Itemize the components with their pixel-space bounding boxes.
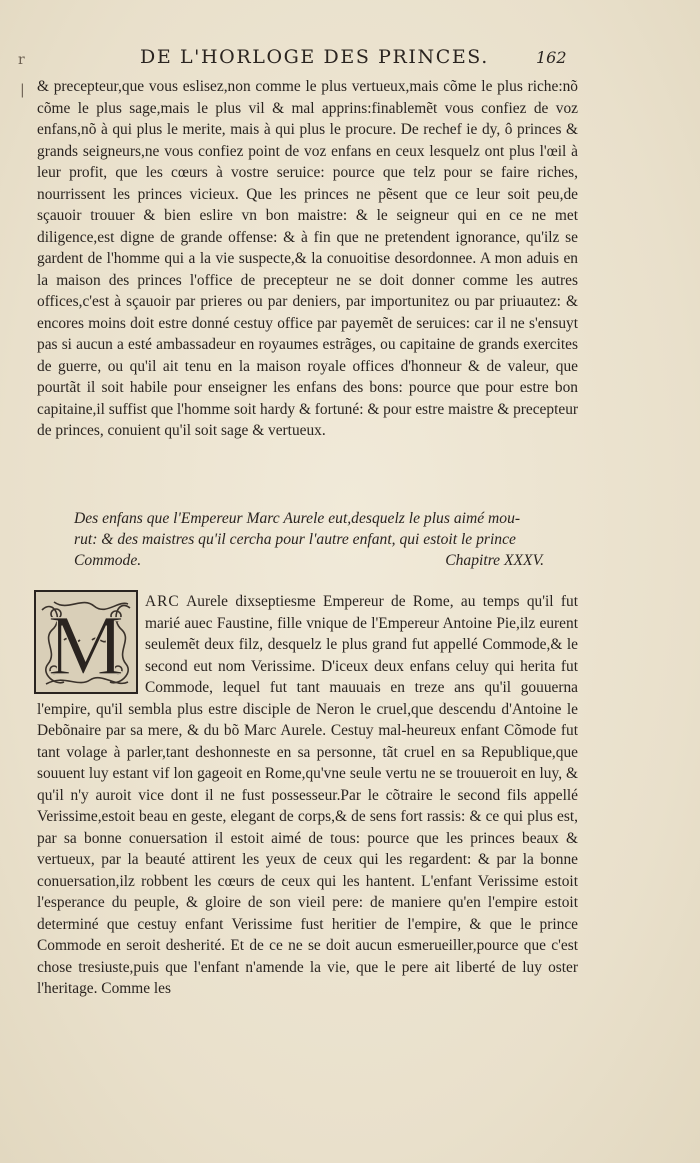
chapter-heading-subject: Commode.	[74, 552, 142, 569]
paragraph-2-body: Aurele dixseptiesme Empereur de Rome, au temps qu'il fut marié auec Faustine, fille vnique de l'Empereur Antoine Pie,ilz eurent seulemẽt deux filz, desquelz le plus grand fut appellé Commode,& le second eut nom Verissime. D'iceux deux enfans celuy qui herita fut Commode, lequel fut tant mauuais en treze ans qu'il gouuerna l'empire, qu'il sembla plus estre disciple de Neron le cruel,que descendu d'Antoine le Debõnaire par sa mere, & du bõ Marc Aurele. Cestuy mal-heureux enfant Cõmode fut tant volage à parler,tant deshonneste en sa personne, tãt cruel en sa Republique,que souuent luy estant vif lon gageoit en Rome,qu'vne seule vertu ne se trouueroit en luy, & qu'il n'y auroit vice dont il ne fust possesseur.Par le cõtraire le second fils appellé Verissime,estoit beau en geste, elegant de corps,& de sens fort rassis: & ce qui plus est, par sa bonne conuersation il estoit aimé de tous: pource que les princes beaux & vertueux, par la beauté attirent les yeux de ceux qui les regardent: & par la bonne conuersation,ilz robbent les cœurs de ceux qui les hantent. L'enfant Verissime estoit l'esperance du peuple, & gloire de son vieil pere: de maniere qu'en l'empire estoit determiné que cestuy enfant Verissime fust heritier de l'empire, & que le prince Commode en seroit desherité. Et de ce ne se doit aucun esmerueiller,pource que c'est chose tresiuste,puis que l'enfant n'amende la vie, que le pere ait liberté de luy oster l'heritage. Comme les	[37, 593, 578, 997]
chapter-number: Chapitre XXXV.	[445, 552, 544, 569]
margin-bracket: |	[20, 82, 25, 98]
small-caps-opening: ARC	[145, 593, 180, 610]
initial-letter: M	[47, 597, 125, 693]
chapter-heading-line-3	[74, 550, 544, 571]
chapter-heading	[74, 508, 544, 571]
margin-mark: r	[18, 52, 25, 68]
paragraph-2	[37, 591, 578, 1000]
chapter-heading-line-2: rut: & des maistres qu'il cercha pour l'autre enfant, qui estoit le prince	[74, 531, 516, 548]
initial-spacer	[37, 591, 141, 695]
running-head: DE L'HORLOGE DES PRINCES.	[140, 46, 489, 68]
chapter-heading-line-1: Des enfans que l'Empereur Marc Aurele eut,desquelz le plus aimé mou-	[74, 510, 521, 527]
paragraph-1: & precepteur,que vous eslisez,non comme le plus vertueux,mais cõme le plus riche:nõ cõme le plus sage,mais le plus vil & mal apprins:finablemẽt vous confiez de voz enfans,nõ à qui plus le merite, mais à qui plus le procure. De rechef ie dy, ô princes & grands seigneurs,ne vous confiez point de voz enfans en ceux lesquelz ont plus l'œil à leur profit, que les cœurs à vostre seruice: pource que telz pour se faire riches, nourrissent les princes vicieux. Que les princes ne pẽsent que ce leur soit peu,de sçauoir trouuer & bien eslire vn bon maistre: & le seigneur qui en ce ne met diligence,est digne de grande offense: & à fin que ne pretendent ignorance, qu'ilz se gardent de l'homme qui a la vie suspecte,& la conuoitise desordonnee. A mon aduis en la maison des princes l'office de precepteur ne se doit donner comme les autres offices,c'est à sçauoir par prieres ou par deniers, par importunitez ou par priuautez: & encores moins doit estre donné cestuy office par payemẽt de seruices: car il ne s'ensuyt pas si aucun a esté ambassadeur en royaumes estrãges, ou capitaine de grands exercites de guerre, ou qu'il ait tenu en la maison royale offices d'honneur & de valeur, que pourtãt il soit habile pour enseigner les enfans des bons: pource que pour estre bon capitaine,il suffist que l'homme soit hardy & fortuné: & pour estre maistre & precepteur de princes, conuient qu'il soit sage & vertueux.	[37, 78, 579, 439]
folio-number: 162	[536, 48, 567, 67]
